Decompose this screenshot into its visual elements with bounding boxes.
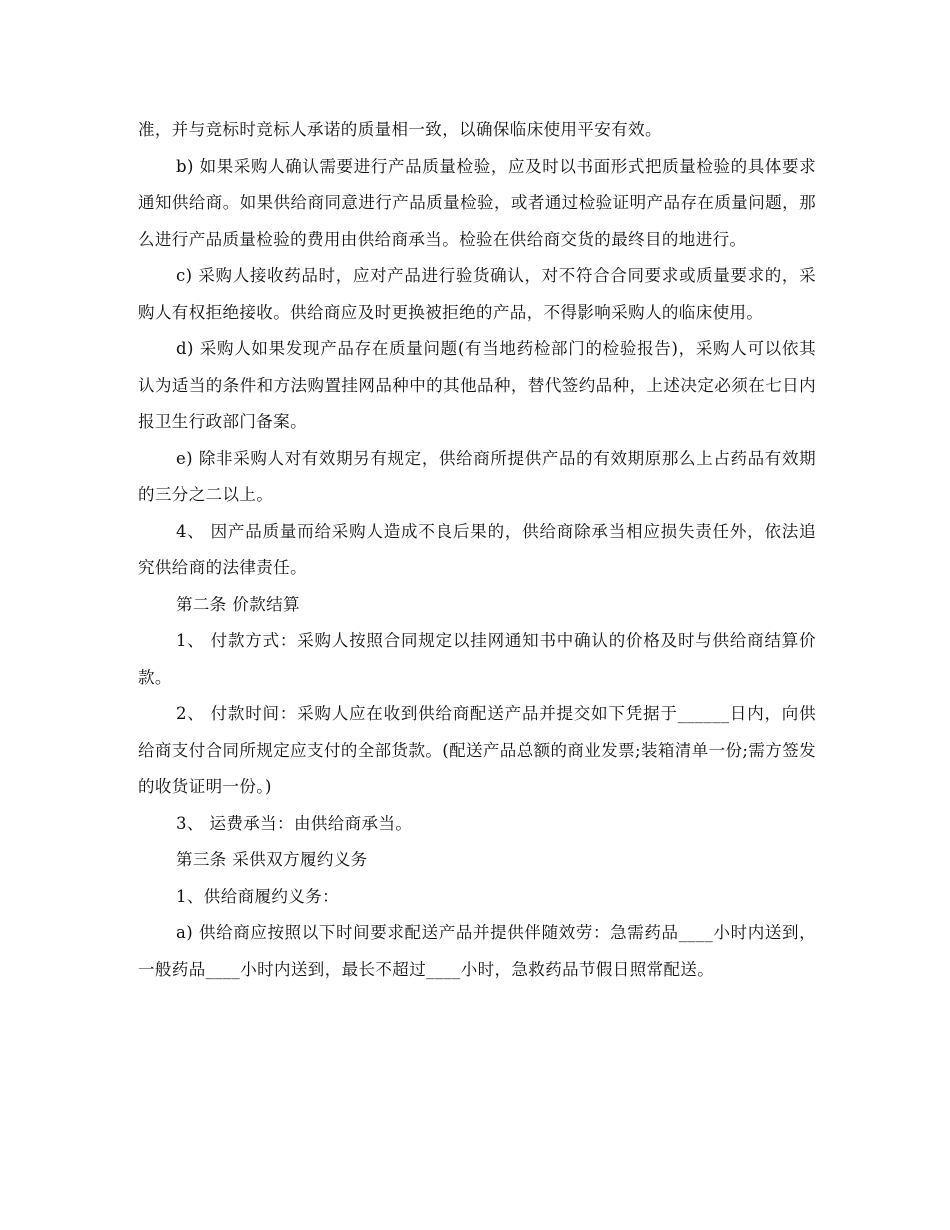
paragraph-clause-c: c) 采购人接收药品时，应对产品进行验货确认，对不符合合同要求或质量要求的，采购人有权拒绝接收。供给商应及时更换被拒绝的产品，不得影响采购人的临床使用。 — [138, 266, 816, 322]
paragraph-payment-time: 2、 付款时间：采购人应在收到供给商配送产品并提交如下凭据于______日内，向供给商支付合同所规定应支付的全部货款。(配送产品总额的商业发票;装箱清单一份;需方签发的收货证明一份。) — [138, 704, 816, 796]
paragraph-clause-a-delivery: a) 供给商应按照以下时间要求配送产品并提供伴随效劳：急需药品____小时内送到，一般药品____小时内送到，最长不超过____小时，急救药品节假日照常配送。 — [138, 923, 816, 979]
paragraph-payment-method: 1、 付款方式：采购人按照合同规定以挂网通知书中确认的价格及时与供给商结算价款。 — [138, 631, 816, 687]
paragraph-freight: 3、 运费承当：由供给商承当。 — [176, 813, 413, 833]
document-body — [138, 112, 816, 988]
paragraph-supplier-obligations: 1、供给商履约义务： — [176, 886, 339, 906]
paragraph-item-4: 4、 因产品质量而给采购人造成不良后果的，供给商除承当相应损失责任外，依法追究供给商的法律责任。 — [138, 521, 816, 577]
paragraph-clause-e: e) 除非采购人对有效期另有规定，供给商所提供产品的有效期原那么上占药品有效期的三分之二以上。 — [138, 448, 816, 504]
paragraph-continuation: 准，并与竞标时竞标人承诺的质量相一致，以确保临床使用平安有效。 — [138, 120, 662, 139]
paragraph-clause-b: b) 如果采购人确认需要进行产品质量检验，应及时以书面形式把质量检验的具体要求通知供给商。如果供给商同意进行产品质量检验，或者通过检验证明产品存在质量问题，那么进行产品质量检验的费用由供给商承当。检验在供给商交货的最终目的地进行。 — [138, 156, 816, 249]
section-heading-article-3: 第三条 采供双方履约义务 — [176, 850, 368, 869]
section-heading-article-2: 第二条 价款结算 — [176, 594, 300, 614]
paragraph-clause-d: d) 采购人如果发现产品存在质量问题(有当地药检部门的检验报告)，采购人可以依其认为适当的条件和方法购置挂网品种中的其他品种，替代签约品种，上述决定必须在七日内报卫生行政部门备案。 — [138, 339, 816, 431]
